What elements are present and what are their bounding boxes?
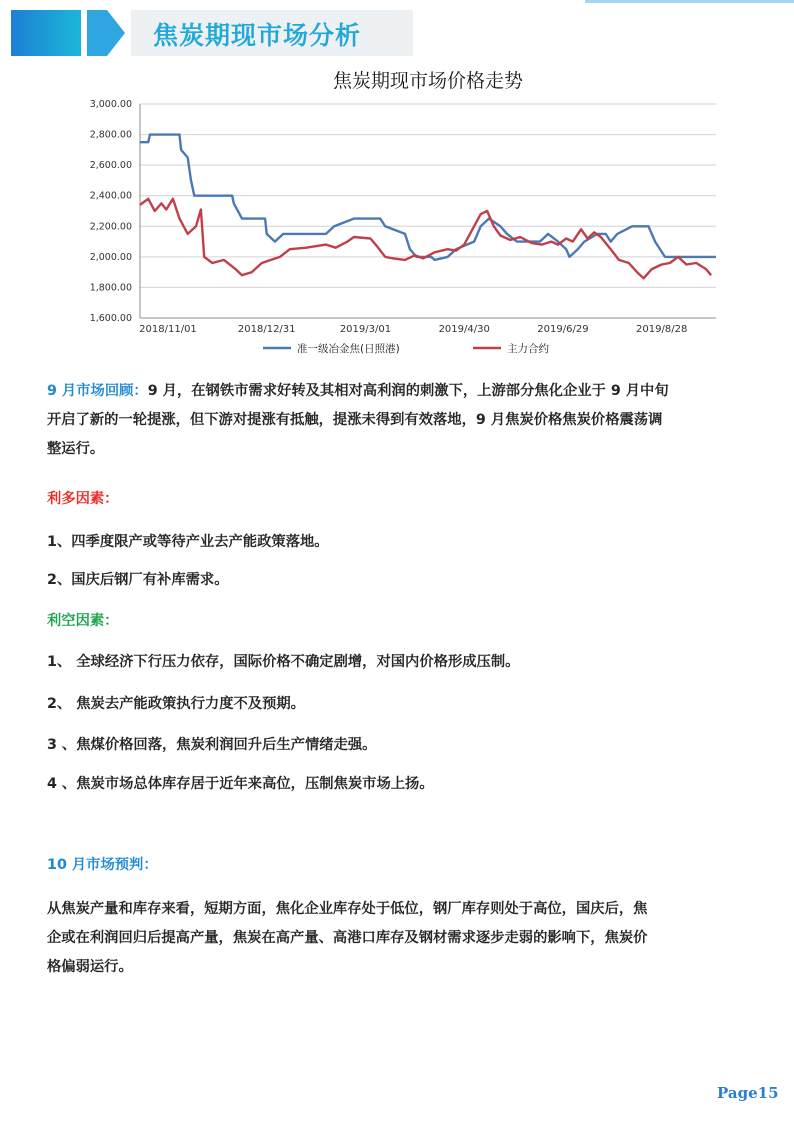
- y-tick-label: 2,800.00: [89, 129, 132, 141]
- review-line-1: 9 月，在钢铁市需求好转及其相对高利润的刺激下，上游部分焦化企业于 9 月中旬: [147, 383, 669, 399]
- header-chevron-icon: [107, 10, 125, 56]
- price-trend-chart: [58, 62, 728, 362]
- y-tick-label: 1,800.00: [89, 282, 132, 294]
- bullish-label: 利多因素：: [47, 491, 119, 507]
- x-tick-label: 2019/6/29: [537, 324, 589, 335]
- y-tick-label: 2,000.00: [89, 251, 132, 263]
- section-title: 焦炭期现市场分析: [153, 21, 362, 50]
- bullish-item-1: 1、四季度限产或等待产业去产能政策落地。: [47, 534, 329, 550]
- x-tick-label: 2018/12/31: [237, 324, 296, 335]
- y-tick-label: 3,000.00: [89, 99, 132, 110]
- chart-title: 焦炭期现市场价格走势: [332, 70, 524, 92]
- forecast-line-2: 企或在利润回归后提高产量，焦炭在高产量、高港口库存及钢材需求逐步走弱的影响下，焦炭价: [47, 930, 648, 946]
- september-review: [47, 377, 747, 464]
- bearish-item-1: 1、 全球经济下行压力依存，国际价格不确定剧增，对国内价格形成压制。: [47, 654, 520, 670]
- bearish-item-3: 3 、焦煤价格回落，焦炭利润回升后生产情绪走强。: [47, 737, 377, 753]
- header-accent-block: [11, 10, 81, 56]
- x-tick-label: 2019/8/28: [636, 324, 688, 335]
- legend-label: 主力合约: [507, 343, 549, 355]
- series-line-futures-main: [140, 199, 711, 278]
- review-line-2: 开启了新的一轮提涨，但下游对提涨有抵触，提涨未得到有效落地，9 月焦炭价格焦炭价格震荡调: [47, 412, 663, 428]
- section-header: [11, 8, 413, 58]
- october-forecast: [47, 895, 747, 982]
- legend-label: 准一级冶金焦(日照港): [297, 343, 400, 355]
- y-tick-label: 1,600.00: [89, 313, 132, 324]
- bearish-item-2: 2、 焦炭去产能政策执行力度不及预期。: [47, 696, 305, 712]
- x-tick-label: 2018/11/01: [139, 324, 197, 335]
- page-number: Page15: [717, 1084, 779, 1102]
- forecast-label: 10 月市场预判：: [47, 857, 158, 873]
- series-line-spot-price: [140, 135, 716, 260]
- forecast-line-3: 格偏弱运行。: [47, 959, 133, 975]
- review-label: 9 月市场回顾：: [47, 383, 148, 399]
- y-tick-label: 2,200.00: [89, 221, 132, 233]
- top-accent-rule: [585, 0, 794, 3]
- x-tick-label: 2019/4/30: [438, 324, 490, 335]
- header-accent-bar: [87, 10, 107, 56]
- review-line-3: 整运行。: [47, 441, 105, 457]
- forecast-line-1: 从焦炭产量和库存来看，短期方面，焦化企业库存处于低位，钢厂库存则处于高位，国庆后，焦: [47, 901, 648, 917]
- chart-svg: [58, 62, 728, 362]
- bearish-label: 利空因素：: [47, 613, 119, 629]
- bearish-item-4: 4 、焦炭市场总体库存居于近年来高位，压制焦炭市场上扬。: [47, 776, 434, 792]
- bullish-item-2: 2、国庆后钢厂有补库需求。: [47, 572, 229, 588]
- x-tick-label: 2019/3/01: [339, 324, 392, 335]
- y-tick-label: 2,600.00: [89, 160, 132, 172]
- y-tick-label: 2,400.00: [89, 190, 132, 202]
